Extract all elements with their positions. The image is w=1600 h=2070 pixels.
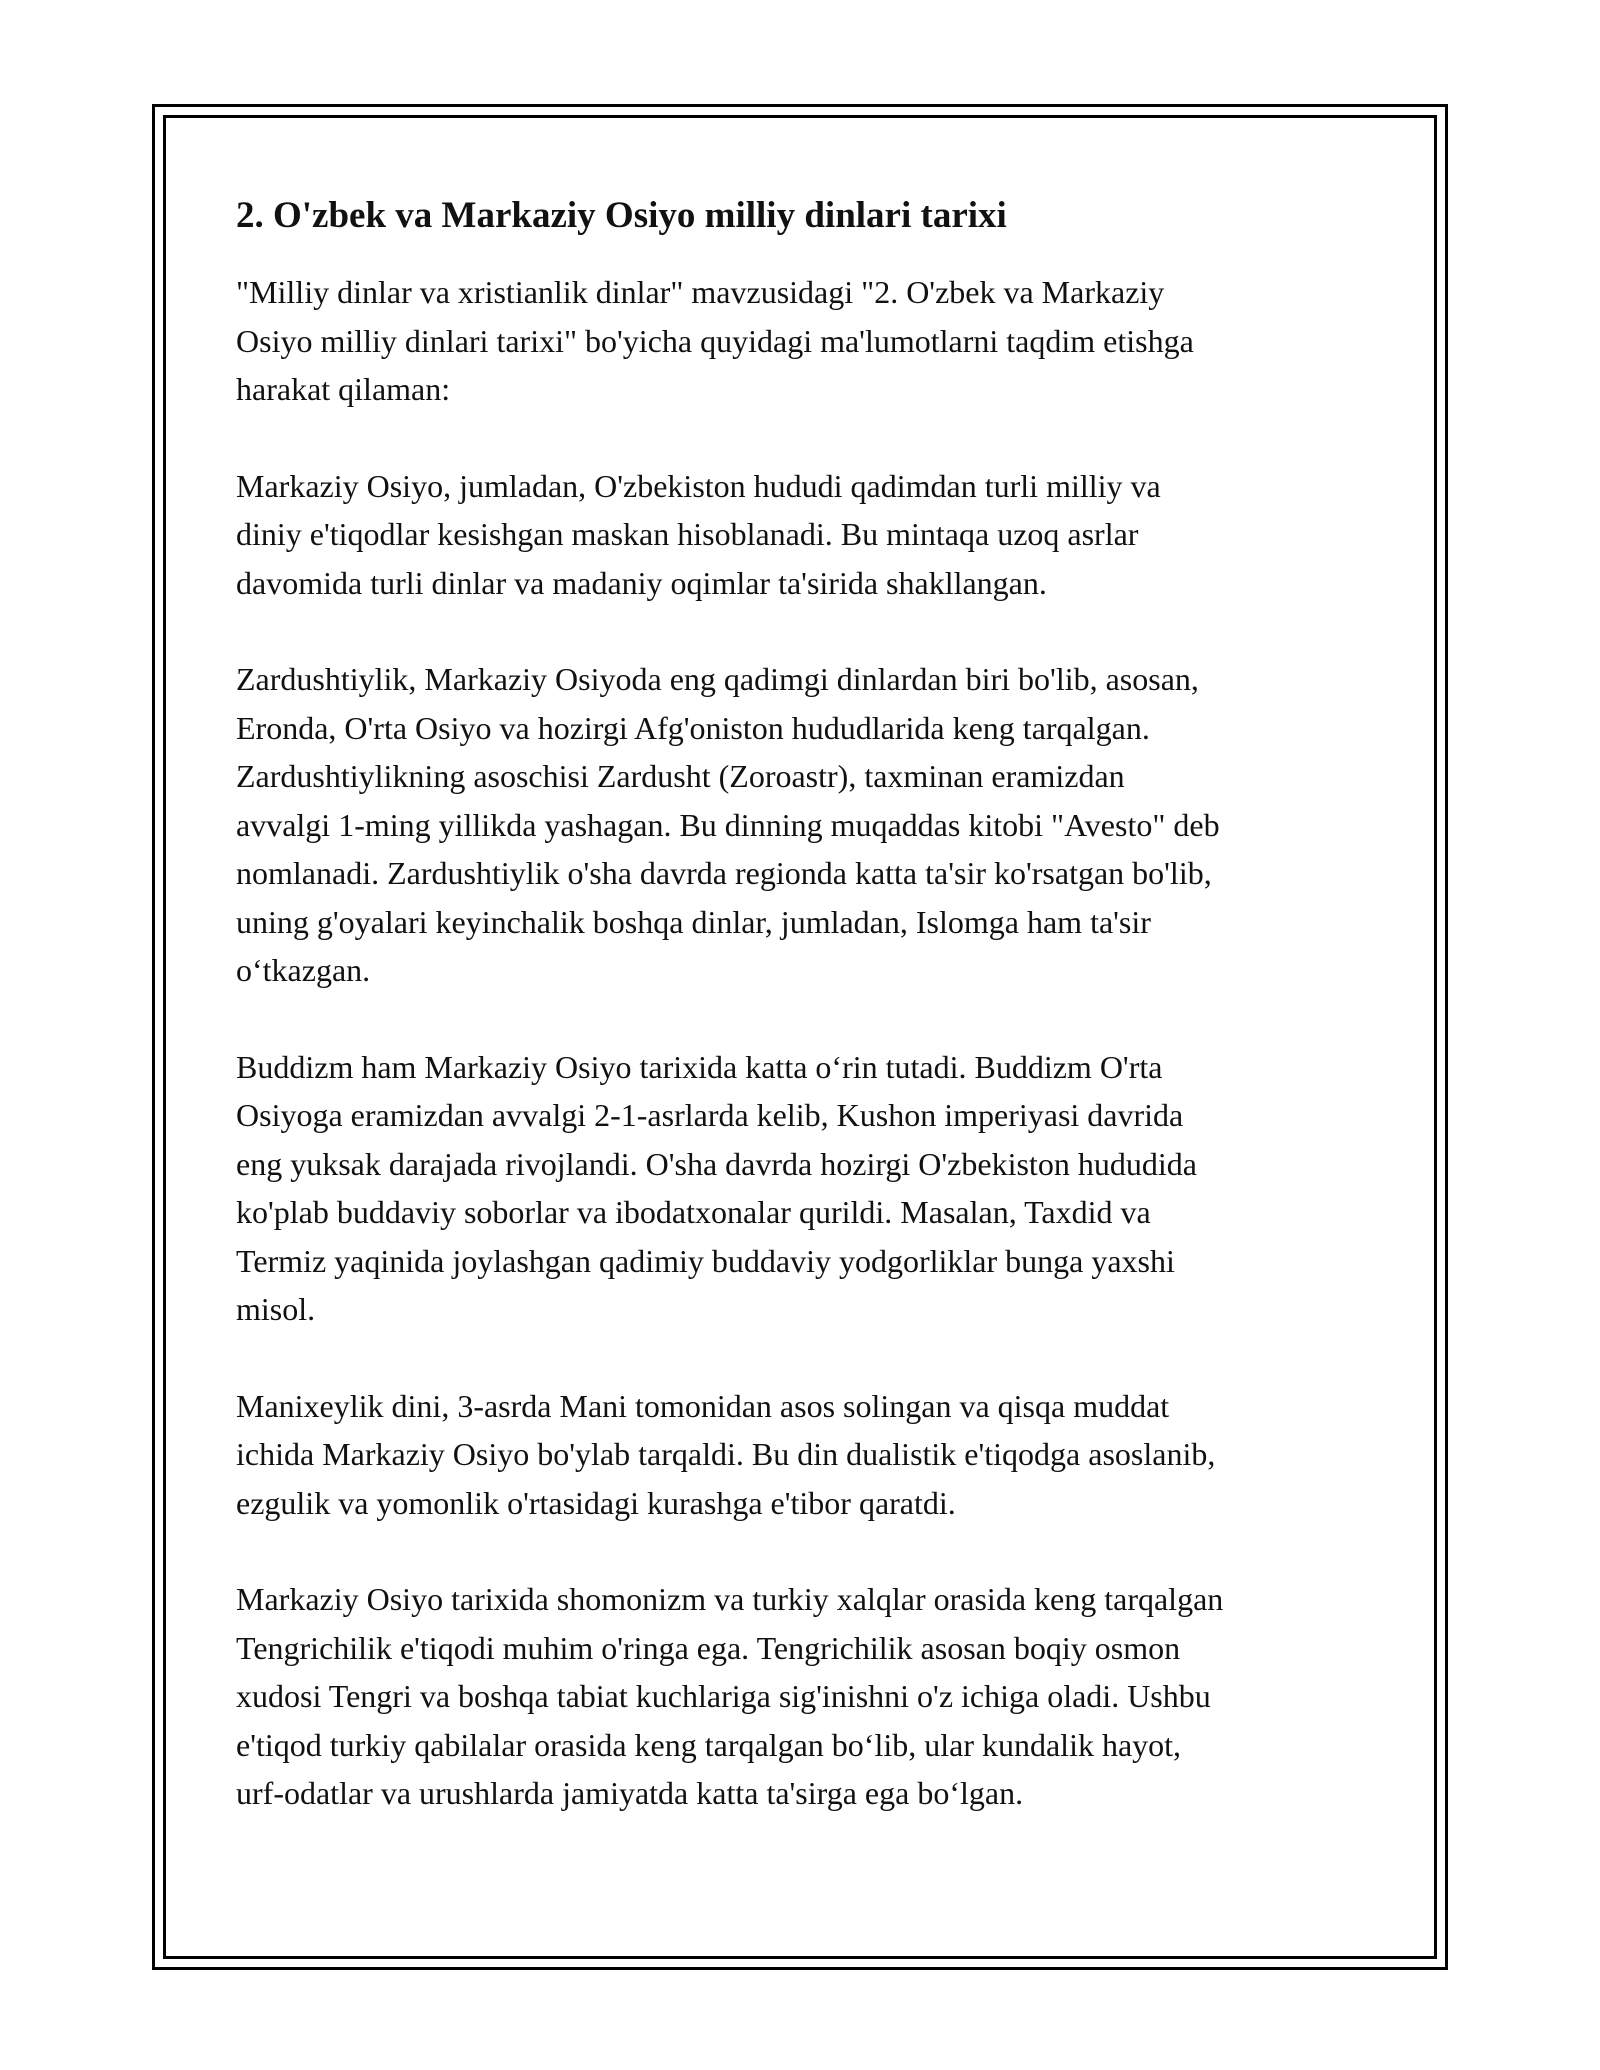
document-title: 2. O'zbek va Markaziy Osiyo milliy dinlari tarixi: [236, 195, 1007, 236]
paragraph-buddhism: Buddizm ham Markaziy Osiyo tarixida katta o‘rin tutadi. Buddizm O'rta Osiyoga eramizdan avvalgi 2-1-asrlarda kelib, Kushon imperiyasi davrida eng yuksak darajada rivojlandi. O'sha davrda hozirgi O'zbekiston hududida ko'plab buddaviy soborlar va ibodatxonalar qurildi. Masalan, Taxdid va Termiz yaqinida joylashgan qadimiy buddaviy yodgorliklar bunga yaxshi misol.: [236, 1048, 1197, 1327]
paragraph-tengrism: Markaziy Osiyo tarixida shomonizm va turkiy xalqlar orasida keng tarqalgan Tengrichilik e'tiqodi muhim o'ringa ega. Tengrichilik asosan boqiy osmon xudosi Tengri va boshqa tabiat kuchlariga sig'inishni o'z ichiga oladi. Ushbu e'tiqod turkiy qabilalar orasida keng tarqalgan bo‘lib, ular kundalik hayot, urf-odatlar va urushlarda jamiyatda katta ta'sirga ega bo‘lgan.: [236, 1581, 1224, 1811]
paragraph-central-asia: Markaziy Osiyo, jumladan, O'zbekiston hududi qadimdan turli milliy va diniy e'tiqodlar kesishgan maskan hisoblanadi. Bu mintaqa uzoq asrlar davomida turli dinlar va madaniy oqimlar ta'sirida shakllangan.: [236, 467, 1161, 601]
paragraph-intro: "Milliy dinlar va xristianlik dinlar" mavzusidagi "2. O'zbek va Markaziy Osiyo milliy dinlari tarixi" bo'yicha quyidagi ma'lumotlarni taqdim etishga harakat qilaman:: [236, 274, 1194, 407]
paragraph-manichaeism: Manixeylik dini, 3-asrda Mani tomonidan asos solingan va qisqa muddat ichida Markaziy Osiyo bo'ylab tarqaldi. Bu din dualistik e'tiqodga asoslanib, ezgulik va yomonlik o'rtasidagi kurashga e'tibor qaratdi.: [236, 1387, 1216, 1521]
document-content: [236, 188, 1376, 1866]
paragraph-zoroastrianism: Zardushtiylik, Markaziy Osiyoda eng qadimgi dinlardan biri bo'lib, asosan, Eronda, O'rta Osiyo va hozirgi Afg'oniston hududlarida keng tarqalgan. Zardushtiylikning asoschisi Zardusht (Zoroastr), taxminan eramizdan avvalgi 1-ming yillikda yashagan. Bu dinning muqaddas kitobi "Avesto" deb nomlanadi. Zardushtiylik o'sha davrda regionda katta ta'sir ko'rsatgan bo'lib, uning g'oyalari keyinchalik boshqa dinlar, jumladan, Islomga ham ta'sir o‘tkazgan.: [236, 661, 1220, 988]
